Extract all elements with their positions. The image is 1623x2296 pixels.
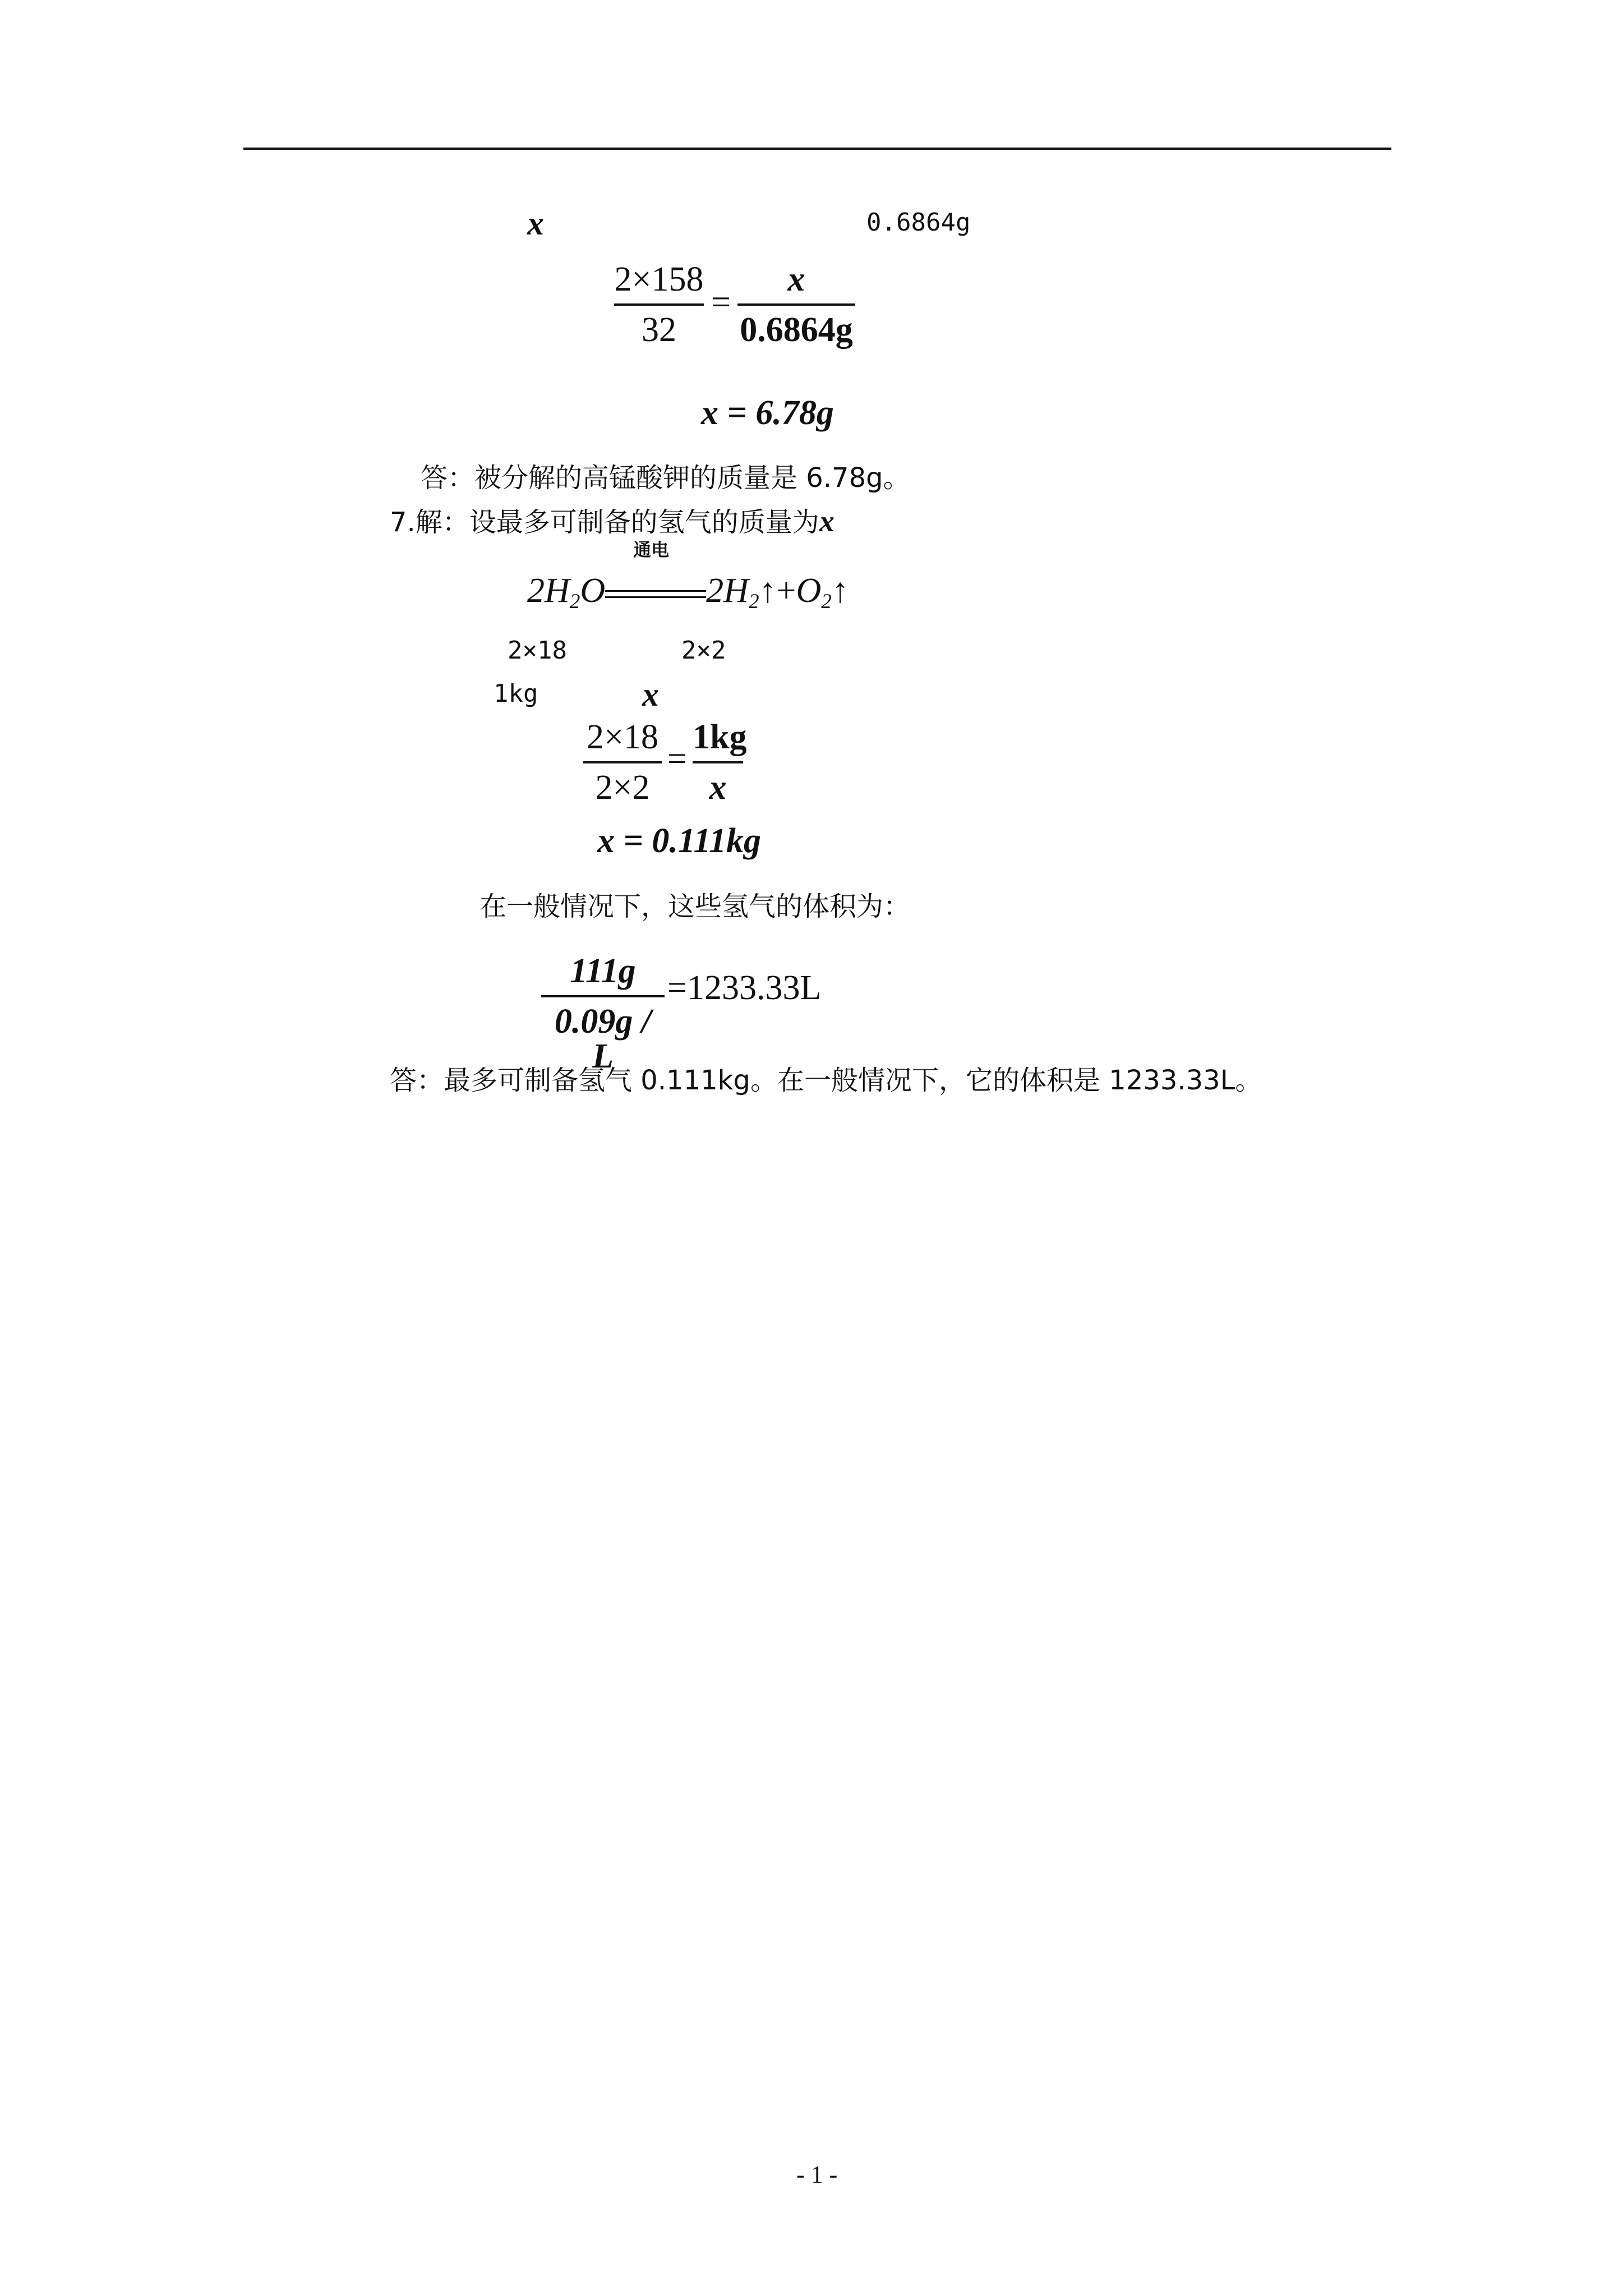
fraction-bar	[693, 761, 743, 763]
result-equation-7: x = 0.111kg	[597, 822, 761, 860]
fraction-denominator: 0.6864g	[740, 311, 853, 349]
fraction-numerator: 2×18	[587, 718, 658, 756]
eq-r1-formula: H	[723, 572, 749, 610]
fraction-mr-ratio	[583, 720, 662, 805]
mr-water: 2×18	[508, 636, 567, 665]
answer-7: 答：最多可制备氢气 0.111kg。在一般情况下，它的体积是 1233.33L。	[390, 1065, 1262, 1096]
fraction-numerator: x	[787, 260, 805, 298]
eq-r1-coef: 2	[706, 572, 724, 610]
gas-arrow-icon: ↑	[831, 572, 849, 610]
mass-o2-label: 0.6864g	[866, 208, 971, 237]
result-equation: x = 6.78g	[701, 394, 834, 432]
equals-sign: =	[711, 283, 731, 321]
eq-r2-formula: O	[796, 572, 822, 610]
fraction-mass-ratio	[737, 262, 855, 347]
fraction-numerator: 111g	[570, 952, 636, 990]
problem-7-intro	[390, 506, 834, 536]
fraction-numerator: 1kg	[693, 718, 747, 756]
eq-left-coef: 2	[527, 572, 545, 610]
eq-left-tail: O	[580, 572, 606, 610]
fraction-molar-ratio	[614, 262, 704, 347]
header-rule	[243, 148, 1391, 150]
var-x-label: x	[527, 205, 544, 242]
equals-sign: =	[667, 740, 687, 778]
eq-r2-sub: 2	[821, 590, 832, 614]
reaction-arrow	[605, 539, 706, 598]
fraction-denominator: 0.09g / L	[554, 1002, 652, 1075]
reaction-condition: 通电	[633, 539, 670, 560]
plus-sign: +	[776, 572, 796, 610]
eq-r1-sub: 2	[748, 590, 759, 614]
gas-arrow-icon: ↑	[759, 572, 777, 610]
answer-6: 答：被分解的高锰酸钾的质量是 6.78g。	[421, 462, 910, 494]
mass-water: 1kg	[494, 679, 538, 708]
mass-hydrogen-var: x	[642, 676, 659, 713]
fraction-volume	[541, 954, 665, 1074]
mr-hydrogen: 2×2	[681, 636, 726, 665]
page-number: - 1 -	[796, 2161, 838, 2188]
fraction-denominator: x	[709, 769, 727, 807]
fraction-bar	[737, 303, 855, 306]
eq-left-sub: 2	[569, 590, 580, 614]
fraction-denominator: 32	[642, 311, 676, 349]
fraction-denominator: 2×2	[595, 769, 650, 807]
volume-result: =1233.33L	[667, 969, 822, 1007]
chemical-equation	[527, 539, 849, 614]
volume-intro: 在一般情况下，这些氢气的体积为：	[479, 891, 911, 922]
fraction-bar	[541, 995, 665, 997]
eq-left-formula: H	[545, 572, 570, 610]
problem-7-intro-text: 7.解：设最多可制备的氢气的质量为	[390, 507, 819, 538]
fraction-bar	[614, 303, 704, 306]
intro-var-x: x	[819, 504, 834, 538]
fraction-numerator: 2×158	[614, 260, 704, 298]
fraction-mass-ratio-7	[693, 718, 747, 807]
fraction-bar	[583, 761, 662, 763]
